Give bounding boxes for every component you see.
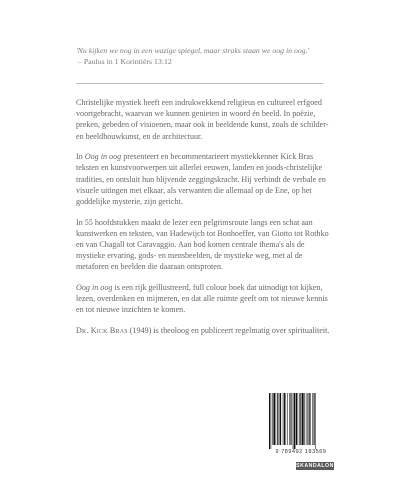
paragraph-2-text: presenteert en becommentarieert mystiekkenner Kick Bras teksten en kunstvoorwerpen uit allerlei eeuwen, landen en joods-christelijke tradities, en ontsluit hun blijvende zeggingskracht. Hij verbindt de verbale en visuele uitingen met elkaar, als verwanten die allemaal op de Ene, op het goddelijke mysterie, zijn gericht. (76, 152, 326, 207)
barcode-bar (293, 393, 294, 449)
barcode-bar (269, 393, 270, 449)
divider (76, 83, 323, 84)
barcode-bar (299, 393, 300, 445)
barcode-bar (309, 393, 310, 445)
barcode-bar (276, 393, 277, 445)
barcode-bar (306, 393, 307, 445)
epigraph-text: 'Nu kijken we nog in een wazige spiegel, maar straks staan we oog in oog.' (76, 46, 310, 55)
barcode-bar (290, 393, 291, 445)
author-bio-text: (1949) is theoloog en publiceert regelmatig over spiritualiteit. (127, 326, 330, 336)
barcode-bar (298, 393, 299, 445)
barcode-bar (308, 393, 309, 445)
publisher-logo: SKANDALON (296, 463, 334, 469)
barcode-bar (302, 393, 304, 445)
barcode-bar (312, 393, 313, 445)
barcode-bar (272, 393, 273, 445)
barcode-bar (294, 393, 296, 449)
epigraph-attribution: – Paulus in 1 Korintiërs 13:12 (78, 57, 172, 66)
barcode-bar (271, 393, 272, 449)
isbn-number: 9 789492 183569 (275, 449, 327, 455)
book-title: Oog in oog (76, 283, 113, 293)
epigraph (76, 45, 366, 67)
barcode-bar (310, 393, 311, 445)
author-name: Dr. Kick Bras (76, 326, 128, 336)
author-bio (76, 325, 334, 336)
barcode-bar (280, 393, 281, 445)
barcode-bar (277, 393, 278, 445)
barcode-bar (287, 393, 288, 445)
barcode-bar (286, 393, 287, 445)
paragraph-4 (76, 282, 334, 316)
paragraph-3-text: In 55 hoofdstukken maakt de lezer een pelgrimsroute langs een schat aan kunstwerken en teksten, van Hadewijch tot Bonhoeffer, van Giotto tot Rothko en van Chagall tot Caravaggio. Aan bod komen centrale thema's als de mystieke ervaring, gods- en mensbeelden, de mystieke weg, met al de metaforen en beelden die daaraan ontsproten. (76, 217, 329, 272)
barcode-bar (315, 393, 316, 449)
paragraph-4-text: is een rijk geïllustreerd, full colour boek dat uitnodigt tot kijken, lezen, overdenken en mijmeren, en dat alle ruimte geeft om tot nieuwe kennis en tot nieuwe inzichten te komen. (76, 283, 328, 315)
barcode-bar (273, 393, 275, 445)
barcode-bar (289, 393, 290, 445)
barcode-bar (296, 393, 297, 445)
barcode-bar (284, 393, 285, 445)
paragraph-1 (76, 97, 334, 142)
barcode-bar (314, 393, 315, 445)
paragraph-2 (76, 151, 334, 207)
barcode-bar (283, 393, 284, 445)
blurb (76, 97, 334, 346)
paragraph-3 (76, 217, 334, 273)
barcode-icon (268, 393, 334, 449)
barcode-bar (304, 393, 305, 445)
barcode-bar (279, 393, 280, 445)
paragraph-2-prefix: In (76, 152, 85, 162)
book-title: Oog in oog (84, 152, 122, 162)
barcode-bar (300, 393, 301, 445)
paragraph-1-text: Christelijke mystiek heeft een indrukwekkend religieus en cultureel erfgoed voortgebracht, waarvan we kunnen genieten in woord én beeld. In poëzie, preken, gebeden of visioenen, maar ook in beeldende kunst, zoals de schilder- en beeldhouwkunst, en de architectuur. (76, 98, 329, 141)
